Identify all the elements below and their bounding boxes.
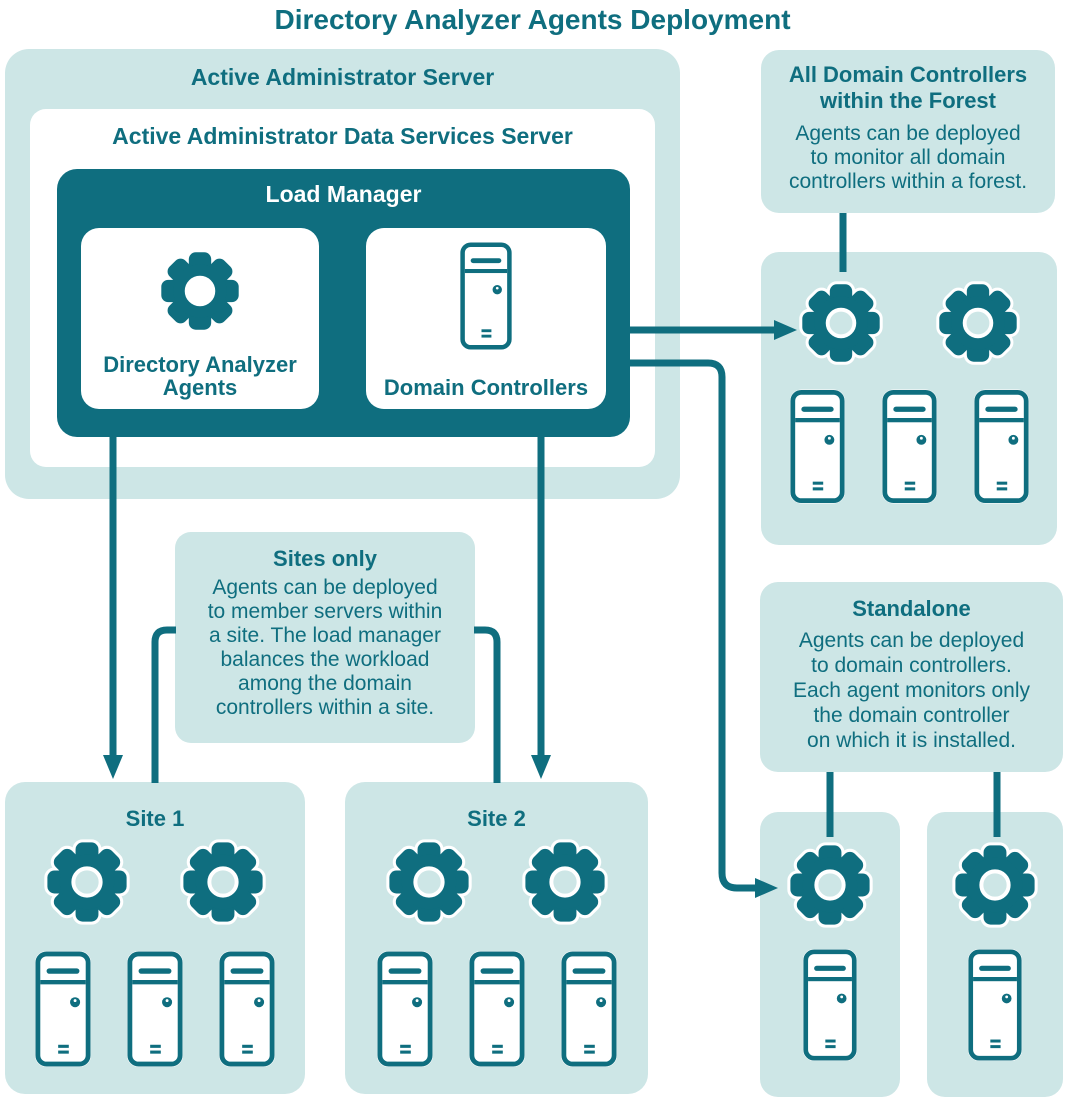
server-tower-icon [376,950,434,1068]
active-administrator-server-box [5,49,680,499]
sites-only-title: Sites only [273,546,377,571]
page-title: Directory Analyzer Agents Deployment [274,4,791,35]
server-tower-icon [126,950,184,1068]
data-services-server-box [30,109,655,467]
directory-analyzer-agents-label: Directory Analyzer Agents [103,352,297,400]
data-services-server-label: Active Administrator Data Services Server [112,123,573,149]
gear-icon [43,838,131,926]
connector-sitesnote-to-site2 [474,630,497,783]
domain-controllers-label: Domain Controllers [383,375,589,400]
server-tower-icon [973,388,1030,505]
agent-gear-row [798,280,1021,366]
domain-controllers-card [366,228,606,409]
load-manager-box [57,169,630,437]
standalone-title: Standalone [852,596,971,621]
standalone-dc-box-left [760,812,900,1097]
standalone-note-box [760,582,1063,772]
gear-icon [786,841,874,929]
server-tower-icon [468,950,526,1068]
load-manager-label: Load Manager [265,181,422,207]
server-tower-icon [34,950,92,1068]
gear-icon [521,838,609,926]
forest-domain-controllers-group [761,252,1057,545]
active-administrator-server-label: Active Administrator Server [190,64,495,90]
forest-note-body: Agents can be deployed to monitor all domain controllers within a forest. [788,122,1028,193]
gear-icon [385,838,473,926]
server-tower-icon [218,950,276,1068]
server-tower-icon [967,948,1023,1062]
server-row [376,950,618,1068]
directory-analyzer-agents-card [81,228,319,409]
forest-note-box [761,50,1055,213]
server-row [34,950,276,1068]
site-2-label: Site 2 [467,806,526,831]
gear-icon [157,248,243,334]
site-2-box [345,782,648,1094]
server-row [789,388,1030,505]
server-tower-icon [802,948,858,1062]
agent-gear-row [43,838,267,926]
arrowhead-site2 [531,755,551,779]
sites-only-body: Agents can be deployed to member servers within a site. The load manager balances the workload among the domain controllers within a site. [207,576,443,719]
gear-icon [179,838,267,926]
forest-note-title: All Domain Controllers within the Forest [788,62,1028,113]
server-tower-icon [560,950,618,1068]
standalone-dc-box-right [927,812,1063,1097]
gear-icon [798,280,884,366]
server-tower-icon [459,240,513,352]
site-1-label: Site 1 [125,806,185,831]
standalone-body: Agents can be deployed to domain controllers. Each agent monitors only the domain controller on which it is installed. [793,629,1030,752]
gear-icon [951,841,1039,929]
gear-icon [935,280,1021,366]
site-1-box [5,782,305,1094]
server-tower-icon [789,388,846,505]
sites-only-note-box [175,532,475,743]
server-tower-icon [881,388,938,505]
arrowhead-site1 [103,755,123,779]
connector-sitesnote-to-site1 [155,630,176,783]
agent-gear-row [385,838,609,926]
